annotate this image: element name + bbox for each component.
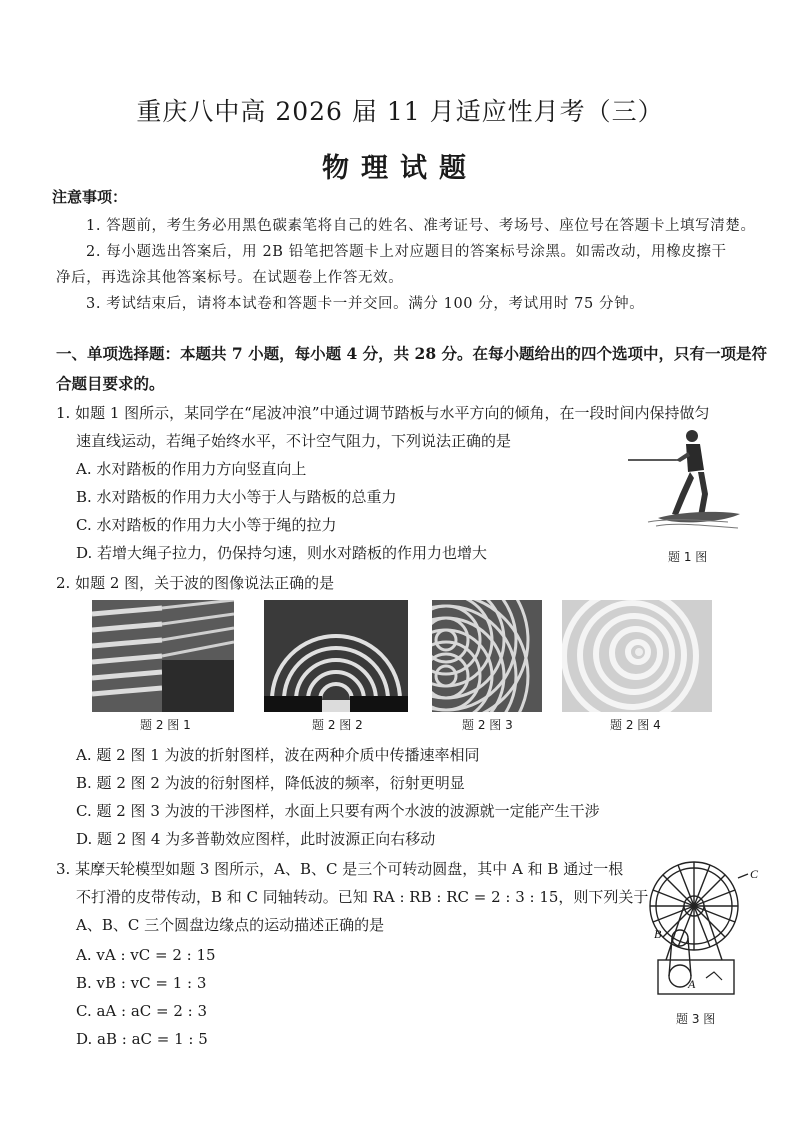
q2-option-d: D. 题 2 图 4 为多普勒效应图样，此时波源正向右移动 <box>76 830 436 848</box>
q3-stem-1: 3. 某摩天轮模型如题 3 图所示，A、B、C 是三个可转动圆盘，其中 A 和 B 通过一根 <box>56 860 624 878</box>
wheel-label-b: B <box>654 927 662 941</box>
q3-option-a: A. vA : vC = 2 : 15 <box>76 946 216 964</box>
q1-figure-caption: 题 1 图 <box>668 550 708 564</box>
note-1: 1. 答题前，考生务必用黑色碳素笔将自己的姓名、准考证号、考场号、座位号在答题卡上填写清楚。 <box>86 218 756 234</box>
q1-option-a: A. 水对踏板的作用力方向竖直向上 <box>76 460 307 478</box>
q1-option-c: C. 水对踏板的作用力大小等于绳的拉力 <box>76 516 337 534</box>
q2-figure1-caption: 题 2 图 1 <box>140 718 191 732</box>
q1-option-b: B. 水对踏板的作用力大小等于人与踏板的总重力 <box>76 488 397 506</box>
exam-subtitle: 物理试题 <box>322 153 478 184</box>
wheel-label-a: A <box>688 977 696 991</box>
q1-option-d: D. 若增大绳子拉力，仍保持匀速，则水对踏板的作用力也增大 <box>76 544 488 562</box>
notes-heading: 注意事项： <box>52 188 128 206</box>
section-heading-line1: 一、单项选择题：本题共 7 小题，每小题 4 分，共 28 分。在每小题给出的四个选项中，只有一项是符 <box>56 344 768 363</box>
q1-stem-2: 速直线运动，若绳子始终水平，不计空气阻力，下列说法正确的是 <box>76 432 512 450</box>
section-heading-line2: 合题目要求的。 <box>56 374 165 393</box>
q2-option-b: B. 题 2 图 2 为波的衍射图样，降低波的频率，衍射更明显 <box>76 774 465 792</box>
note-2-cont: 净后，再选涂其他答案标号。在试题卷上作答无效。 <box>56 270 404 286</box>
q3-option-d: D. aB : aC = 1 : 5 <box>76 1030 208 1048</box>
note-2: 2. 每小题选出答案后，用 2B 铅笔把答题卡上对应题目的答案标号涂黑。如需改动，用橡皮擦干 <box>86 244 727 260</box>
wave-doppler-image <box>562 600 712 712</box>
exam-title: 重庆八中高 2026 届 11 月适应性月考（三） <box>136 97 664 126</box>
q3-option-b: B. vB : vC = 1 : 3 <box>76 974 207 992</box>
wave-diffraction-image <box>264 600 408 712</box>
q2-stem: 2. 如题 2 图，关于波的图像说法正确的是 <box>56 574 335 592</box>
q3-stem-2: 不打滑的皮带传动，B 和 C 同轴转动。已知 RA : RB : RC = 2 : 3 : 15，则下列关于 <box>76 888 649 906</box>
q3-stem-3: A、B、C 三个圆盘边缘点的运动描述正确的是 <box>76 916 385 934</box>
note-3: 3. 考试结束后，请将本试卷和答题卡一并交回。满分 100 分，考试用时 75 分钟。 <box>86 296 645 312</box>
q2-option-a: A. 题 2 图 1 为波的折射图样，波在两种介质中传播速率相同 <box>76 746 480 764</box>
wave-interference-image <box>432 600 542 712</box>
q2-figure4-caption: 题 2 图 4 <box>610 718 661 732</box>
wave-refraction-image <box>92 600 234 712</box>
q2-option-c: C. 题 2 图 3 为波的干涉图样，水面上只要有两个水波的波源就一定能产生干涉 <box>76 802 600 820</box>
q2-figure2-caption: 题 2 图 2 <box>312 718 363 732</box>
q2-figure3-caption: 题 2 图 3 <box>462 718 513 732</box>
q3-option-c: C. aA : aC = 2 : 3 <box>76 1002 208 1020</box>
q1-stem-1: 1. 如题 1 图所示，某同学在“尾波冲浪”中通过调节踏板与水平方向的倾角，在一段时间内保持做匀 <box>56 404 710 422</box>
q3-figure-caption: 题 3 图 <box>676 1012 716 1026</box>
wheel-label-c: C <box>750 867 759 881</box>
ferris-wheel-figure <box>644 848 764 1004</box>
wakesurfer-figure <box>628 422 748 532</box>
